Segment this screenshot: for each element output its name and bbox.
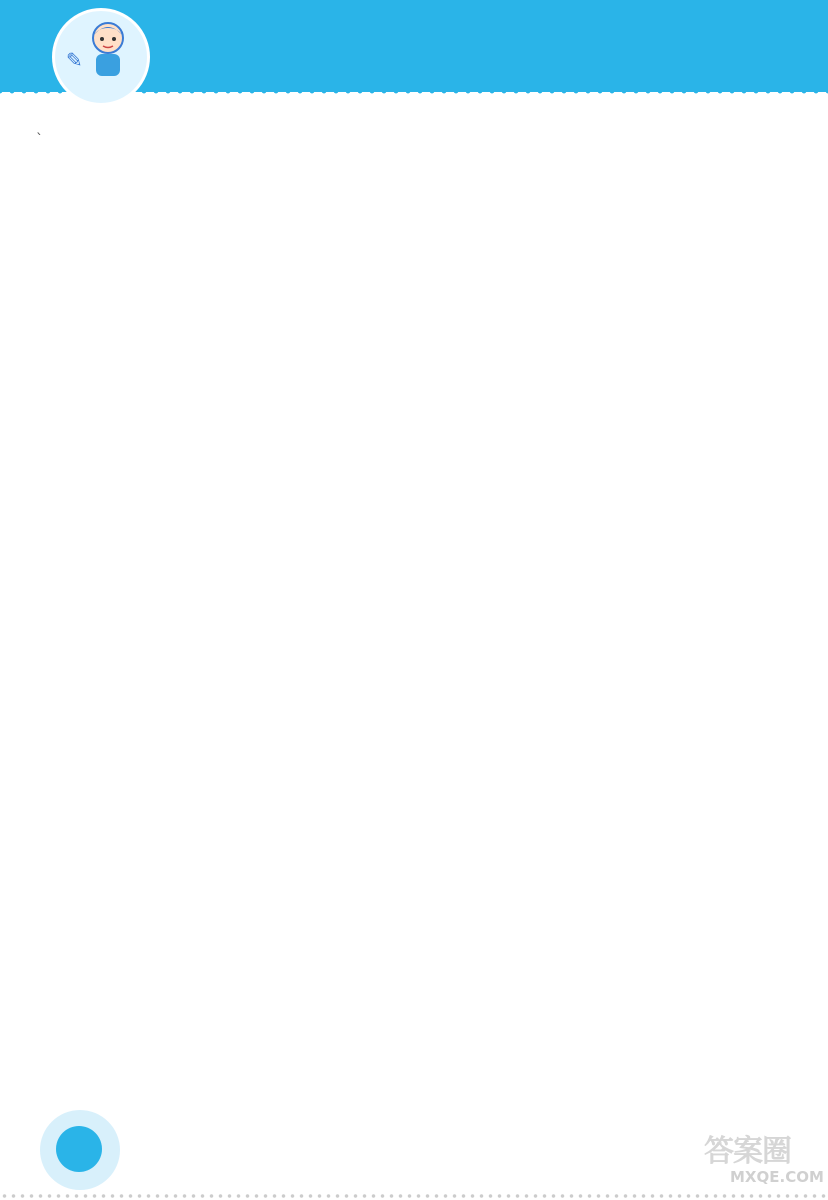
margin-mark: ` [36, 132, 43, 148]
watermark-logo: 答案圈 [704, 1134, 791, 1169]
pencil-icon: ✎ [66, 48, 83, 72]
page-number [56, 1126, 102, 1172]
girl-illustration [84, 18, 132, 80]
bottom-dots [0, 1192, 828, 1200]
watermark-url: MXQE.COM [730, 1168, 824, 1186]
